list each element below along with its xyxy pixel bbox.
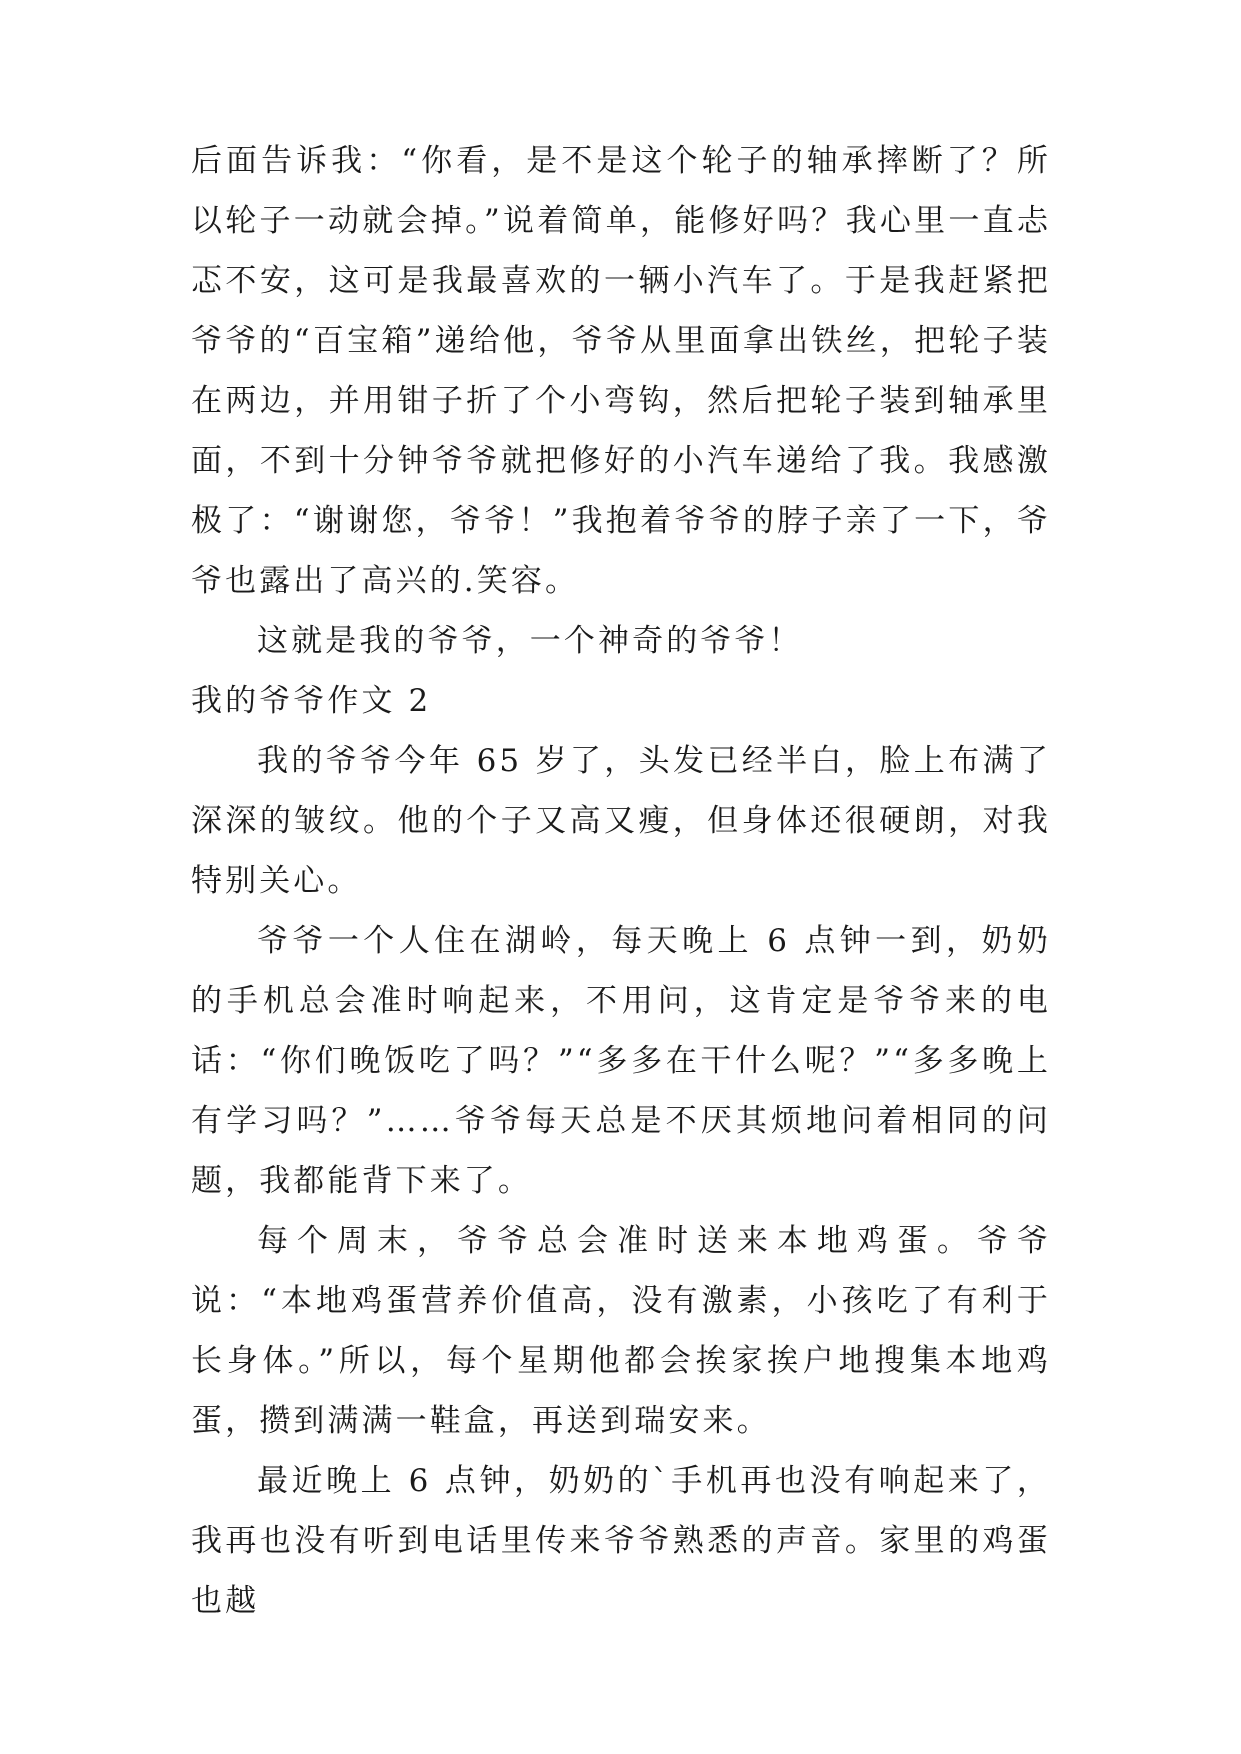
document-page bbox=[191, 131, 1051, 1631]
paragraph-eggs: 每个周末，爷爷总会准时送来本地鸡蛋。爷爷说：“本地鸡蛋营养价值高，没有激素，小孩吃了有利于长身体。”所以，每个星期他都会挨家挨户地搜集本地鸡蛋，攒到满满一鞋盒，再送到瑞安来。 bbox=[191, 1223, 1051, 1439]
paragraph-story-continuation: 后面告诉我：“你看，是不是这个轮子的轴承摔断了？所以轮子一动就会掉。”说着简单，能修好吗？我心里一直忐忑不安，这可是我最喜欢的一辆小汽车了。于是我赶紧把爷爷的“百宝箱”递给他，爷爷从里面拿出铁丝，把轮子装在两边，并用钳子折了个小弯钩，然后把轮子装到轴承里面，不到十分钟爷爷就把修好的小汽车递给了我。我感激极了：“谢谢您，爷爷！”我抱着爷爷的脖子亲了一下，爷爷也露出了高兴的.笑容。 bbox=[191, 143, 1051, 599]
paragraph-recent: 最近晚上 6 点钟，奶奶的`手机再也没有响起来了，我再也没有听到电话里传来爷爷熟悉的声音。家里的鸡蛋也越 bbox=[191, 1463, 1051, 1619]
paragraph-conclusion: 这就是我的爷爷，一个神奇的爷爷！ bbox=[257, 623, 803, 659]
paragraph-phone-calls: 爷爷一个人住在湖岭，每天晚上 6 点钟一到，奶奶的手机总会准时响起来，不用问，这肯定是爷爷来的电话：“你们晚饭吃了吗？”“多多在干什么呢？”“多多晚上有学习吗？”……爷爷每天总是不厌其烦地问着相同的问题，我都能背下来了。 bbox=[191, 923, 1051, 1199]
essay-heading: 我的爷爷作文 2 bbox=[191, 683, 432, 719]
paragraph-grandpa-description: 我的爷爷今年 65 岁了，头发已经半白，脸上布满了深深的皱纹。他的个子又高又瘦，但身体还很硬朗，对我特别关心。 bbox=[191, 743, 1051, 899]
